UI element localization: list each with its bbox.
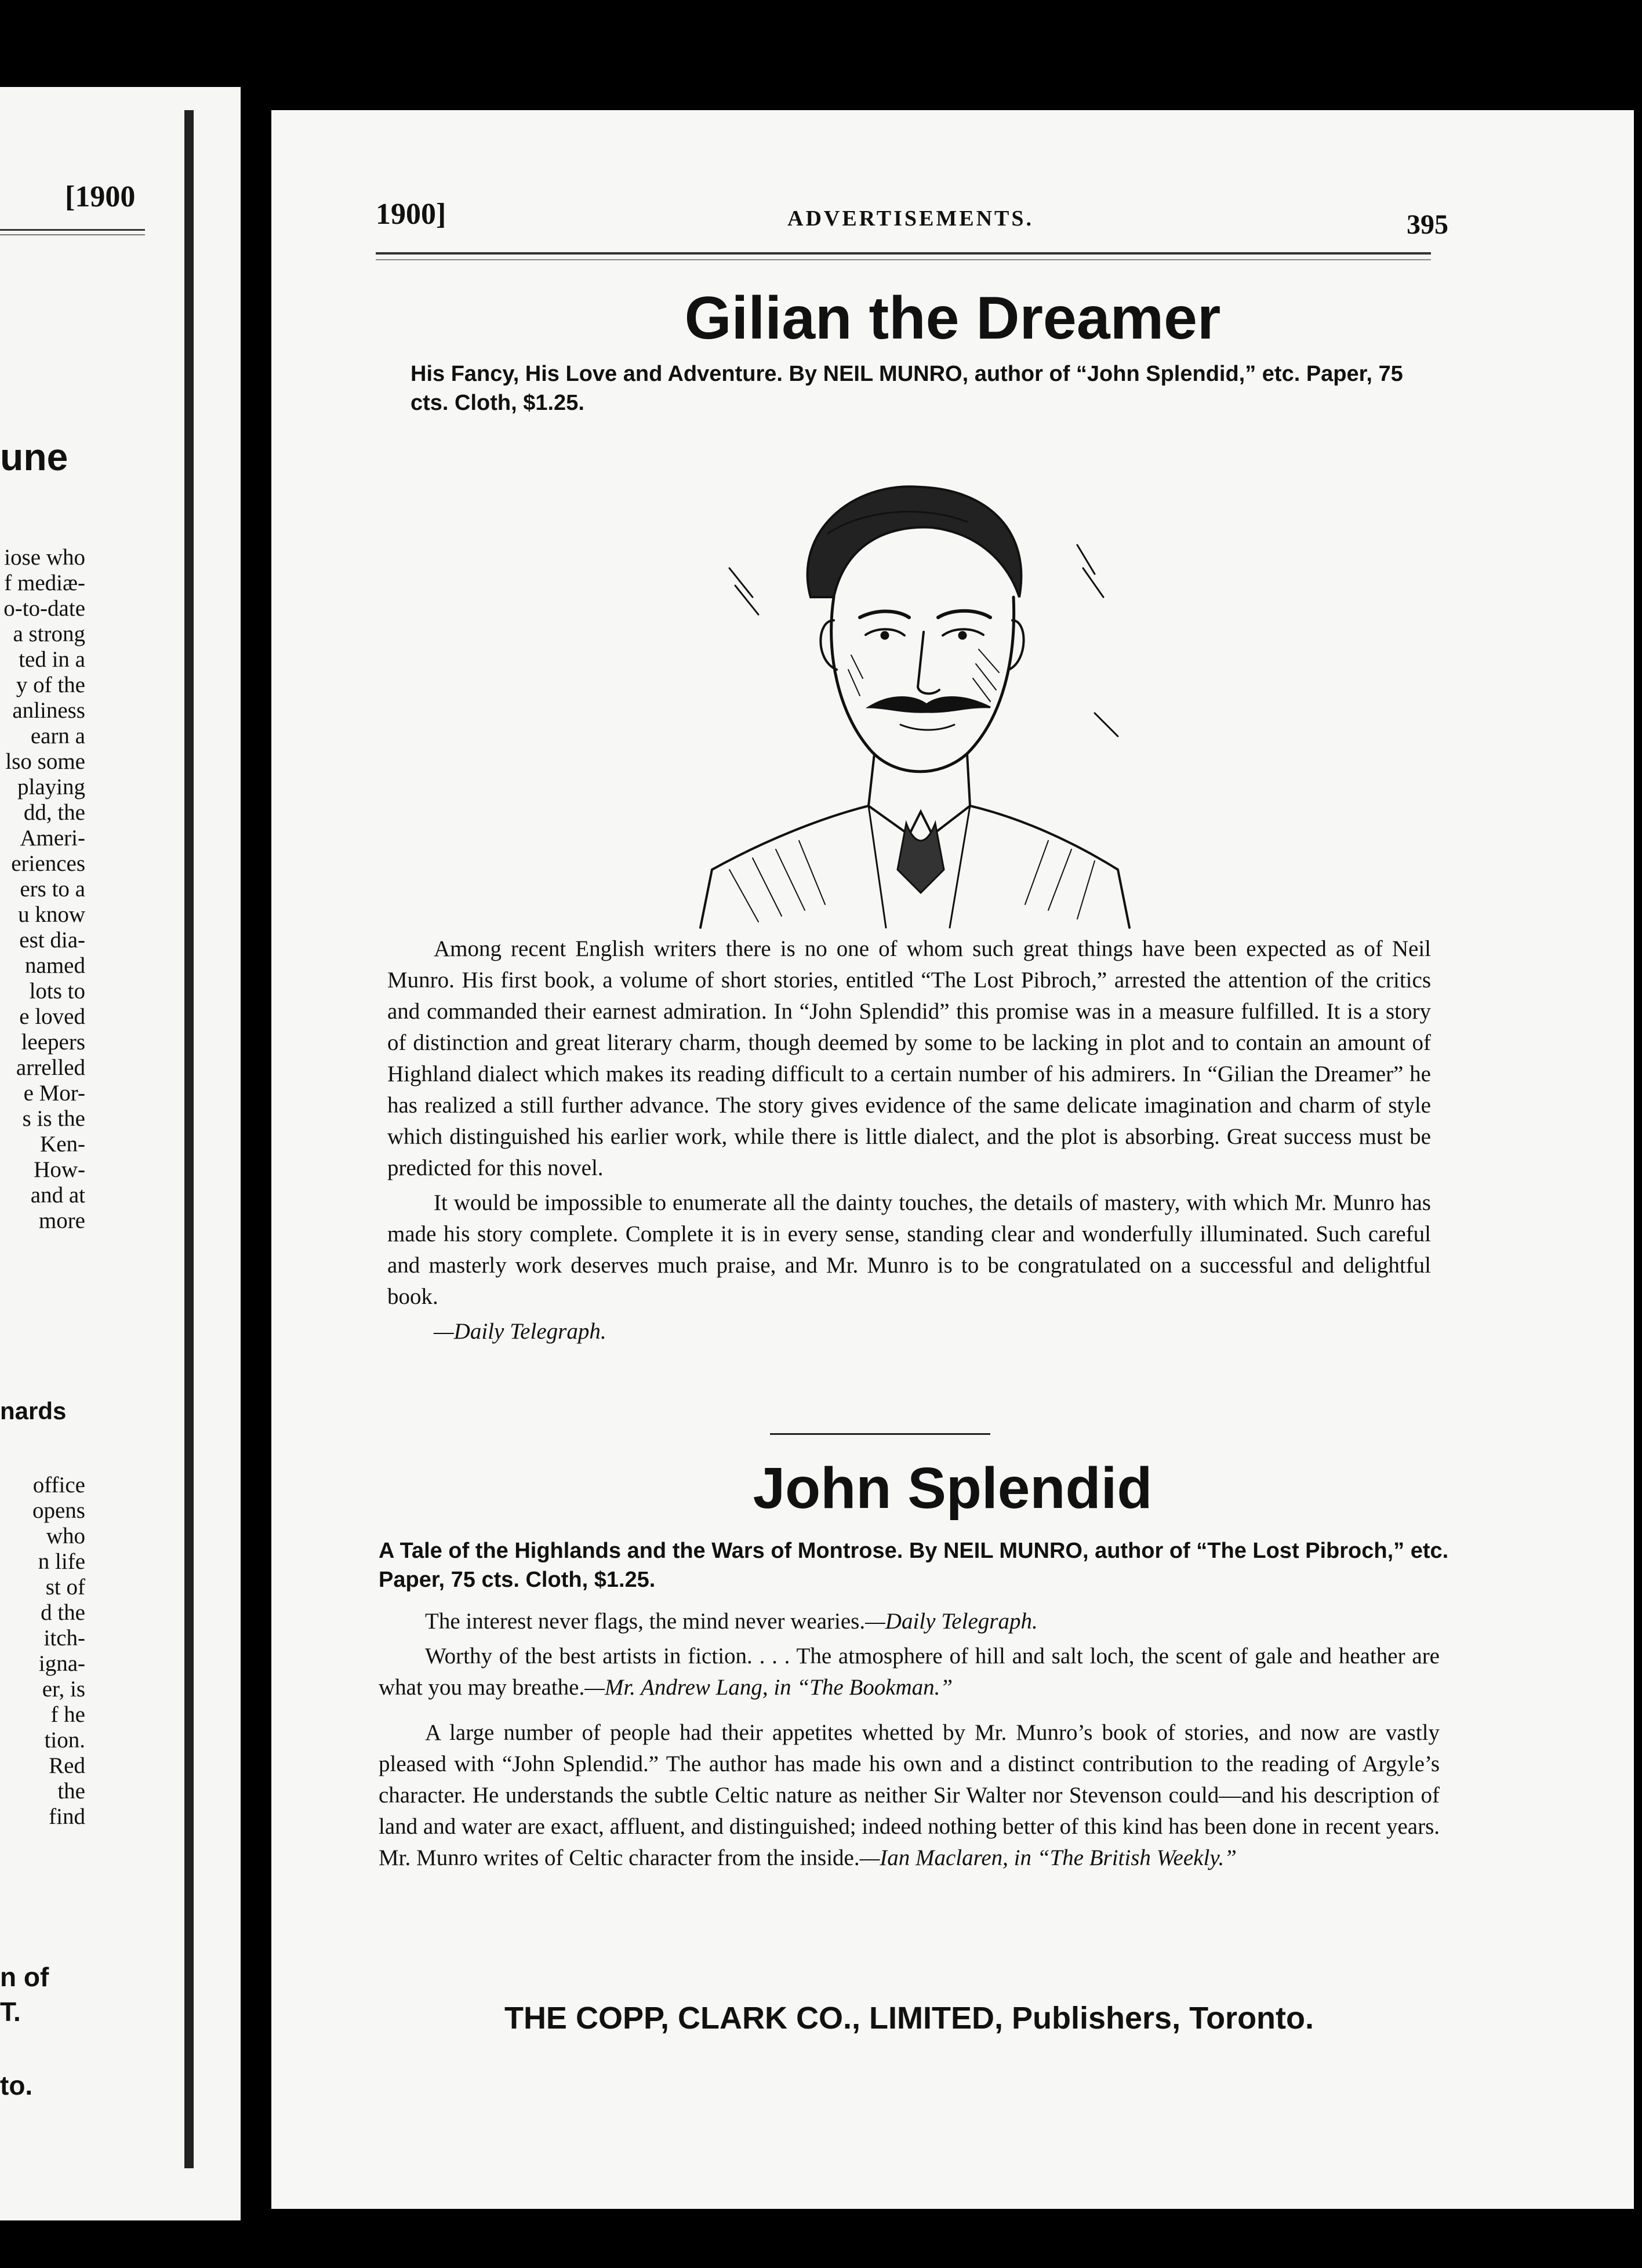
ad2-book-title: John Splendid — [753, 1456, 1153, 1521]
facing-page-line: and at — [30, 1183, 85, 1208]
facing-page-line: find — [49, 1804, 85, 1829]
page-number: 395 — [1407, 209, 1448, 240]
header-year: 1900] — [376, 198, 446, 231]
header-section-title: ADVERTISEMENTS. — [787, 206, 1034, 231]
ad1-review — [387, 933, 1431, 1347]
facing-page-line: o-to-date — [3, 596, 85, 621]
facing-page-line: Red — [49, 1753, 85, 1778]
facing-page-rule — [0, 229, 145, 235]
facing-page-line: leepers — [21, 1030, 85, 1055]
ad2-reviews — [379, 1606, 1440, 1874]
facing-page-line: e loved — [19, 1004, 85, 1029]
facing-page-line: ted in a — [19, 647, 85, 672]
ad1-review-paragraph-1: Among recent English writers there is no one of whom such great things have been expected as of Neil Munro. His first book, a volume of short stories, entitled “The Lost Pibroch,” arrested the attention of the critics and commanded their earnest admiration. In “John Splendid” this promise was in a measure fulfilled. It is a story of distinction and great literary charm, though deemed by some to be lacking in plot and to contain an amount of Highland dialect which makes its reading difficult to a certain number of his admirers. In “Gilian the Dreamer” he has realized a still further advance. The story gives evidence of the same delicate imagination and charm of style which distinguished his earlier work, while there is little dialect, and the plot is absorbing. Great success must be predicted for this novel. — [387, 936, 1431, 1180]
facing-page-line: anliness — [12, 698, 85, 723]
facing-page-line: u know — [18, 902, 85, 927]
facing-page-line: earn a — [30, 724, 85, 748]
header-rule — [376, 252, 1431, 260]
ad2-quote-1-source: —Daily Telegraph. — [865, 1609, 1038, 1634]
facing-page-tail-line: n of — [0, 1962, 49, 1992]
ad2-subtitle: A Tale of the Highlands and the Wars of Montrose. By NEIL MUNRO, author of “The Lost Pibroch,” etc. Paper, 75 cts. Cloth, $1.25. — [379, 1539, 1449, 1592]
facing-page-line: est dia- — [19, 928, 85, 953]
section-divider — [770, 1433, 990, 1435]
facing-page-line: lots to — [29, 979, 85, 1004]
facing-page-line: playing — [17, 775, 85, 799]
facing-page-text-a — [3, 545, 85, 1234]
ad2-quote-2-source: —Mr. Andrew Lang, in “The Bookman.” — [584, 1675, 953, 1700]
facing-page-line: st of — [45, 1575, 85, 1600]
facing-page-tail — [0, 1960, 49, 2029]
facing-page-line: n life — [38, 1549, 85, 1574]
facing-page — [0, 87, 241, 2220]
facing-page-tail-2: to. — [0, 2070, 33, 2100]
ad2-quote-3 — [379, 1717, 1440, 1874]
facing-page-heading: une — [0, 435, 68, 478]
facing-page-line: Ameri- — [20, 826, 85, 850]
facing-page-line: ers to a — [20, 877, 85, 902]
book-gutter — [184, 110, 194, 2168]
facing-page-line: itch- — [43, 1626, 85, 1651]
facing-page-line: How- — [34, 1157, 85, 1182]
facing-page-line: f mediæ- — [4, 570, 85, 595]
ad2-quote-1 — [379, 1606, 1440, 1637]
facing-page-heading-2: nards — [0, 1397, 67, 1424]
ad1-book-title: Gilian the Dreamer — [684, 285, 1221, 352]
facing-page-line: y of the — [16, 673, 85, 697]
ad2-quote-1-text: The interest never flags, the mind never wearies. — [425, 1609, 866, 1634]
facing-page-line: e Mor- — [23, 1081, 85, 1106]
facing-page-line: f he — [50, 1702, 85, 1727]
ad2-quote-2-text: Worthy of the best artists in fiction. . . . The atmosphere of hill and salt loch, the scent of gale and heather are what you may breathe. — [379, 1644, 1440, 1700]
publisher-imprint: THE COPP, CLARK CO., LIMITED, Publishers, Toronto. — [504, 2001, 1314, 2036]
facing-page-line: more — [38, 1208, 85, 1233]
ad1-review-attribution: —Daily Telegraph. — [434, 1319, 606, 1344]
ad2-quote-3-source: —Ian Maclaren, in “The British Weekly.” — [859, 1845, 1237, 1870]
advertisement-page — [271, 110, 1634, 2209]
facing-page-line: d the — [41, 1600, 85, 1625]
facing-page-line: s is the — [22, 1106, 85, 1131]
facing-page-header: [1900 — [65, 180, 136, 213]
ad2-quote-2 — [379, 1641, 1440, 1703]
facing-page-line: who — [46, 1524, 85, 1549]
facing-page-text-b — [32, 1473, 85, 1830]
ad2-quote-3-text: A large number of people had their appetites whetted by Mr. Munro’s book of stories, and now are vastly pleased with “John Splendid.” The author has made his own and a distinct contribution to the reading of Argyle’s character. He understands the subtle Celtic nature as neither Sir Walter nor Stevenson could—and his description of land and water are exact, affluent, and distinguished; indeed nothing better of this kind has been done in recent years. Mr. Munro writes of Celtic character from the inside. — [379, 1720, 1440, 1870]
author-portrait-illustration — [677, 464, 1141, 939]
facing-page-line: office — [32, 1473, 85, 1498]
facing-page-line: the — [57, 1779, 85, 1804]
running-header — [376, 197, 1448, 238]
facing-page-tail-line: T. — [0, 1997, 21, 2027]
facing-page-line: opens — [32, 1498, 85, 1523]
facing-page-line: eriences — [11, 851, 85, 876]
facing-page-line: iose who — [4, 545, 85, 570]
facing-page-line: lso some — [5, 749, 85, 774]
facing-page-line: Ken- — [40, 1132, 85, 1157]
facing-page-line: named — [25, 953, 85, 978]
ad1-review-paragraph-2: It would be impossible to enumerate all the dainty touches, the details of mastery, with which Mr. Munro has made his story complete. Complete it is in every sense, standing clear and wonderfully illuminated. Such careful and masterly work deserves much praise, and Mr. Munro is to be congratulated on a successful and delightful book. — [387, 1190, 1431, 1309]
facing-page-line: igna- — [38, 1651, 85, 1676]
facing-page-line: tion. — [44, 1728, 85, 1753]
facing-page-line: a strong — [13, 621, 85, 646]
ad1-subtitle: His Fancy, His Love and Adventure. By NEIL MUNRO, author of “John Splendid,” etc. Paper, 75 cts. Cloth, $1.25. — [410, 362, 1403, 415]
facing-page-line: dd, the — [23, 800, 85, 825]
facing-page-line: er, is — [42, 1677, 85, 1702]
facing-page-line: arrelled — [16, 1055, 85, 1080]
